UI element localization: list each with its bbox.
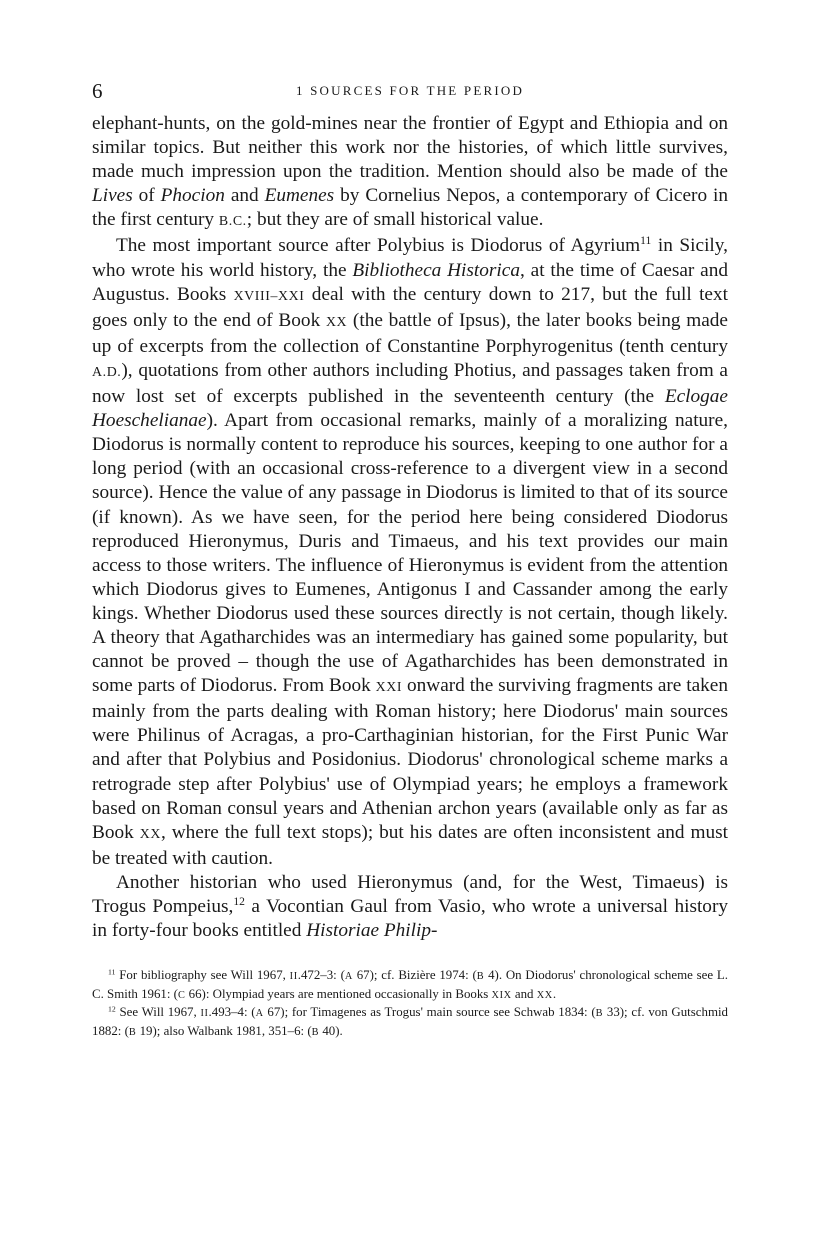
text-run: 33); cf. von Gutschmid 1882: (	[92, 1005, 728, 1038]
text-run: .472–3: (	[297, 968, 345, 983]
text-run: elephant-hunts, on the gold-mines near the frontier of Egypt and Ethiopia and on similar topics. But neither this work nor the histories, of which little survives, made much impression upon the tradition. Mention should also be made of the	[92, 113, 728, 183]
text-run: 40).	[319, 1023, 343, 1038]
text-run: , where the full text stops); but his dates are often inconsistent and must be treated with caution.	[92, 821, 728, 869]
text-run: , at the time of Caesar and Augustus. Books	[92, 259, 728, 305]
text-run: See Will 1967,	[115, 1005, 201, 1020]
text-run: ; but they are of small historical value.	[246, 209, 544, 231]
text-run: by Cornelius Nepos, a contemporary of Cicero in the first century	[92, 185, 729, 231]
small-caps-book-number: XX	[139, 826, 161, 842]
text-run: 67); cf. Bizière 1974: (	[352, 968, 477, 983]
small-caps-book-number: XIX	[491, 989, 512, 1001]
small-caps-section: B	[311, 1026, 320, 1038]
italic-title-eumenes: Eumenes	[264, 185, 335, 207]
italic-title-bibliotheca: Bibliotheca Historica	[352, 259, 520, 281]
page-number: 6	[92, 79, 103, 103]
text-run: 67); for Timagenes as Trogus' main source see Schwab 1834: (	[263, 1005, 596, 1020]
footnote-ref-12[interactable]: 12	[233, 895, 245, 909]
small-caps-books: XVIII–XXI	[233, 288, 305, 304]
small-caps-section: A	[255, 1008, 264, 1020]
text-run: (the battle of Ipsus), the later books being made up of excerpts from the collection of Constantine Porphyrogenitus (tenth century	[92, 309, 728, 357]
body-text	[92, 112, 728, 943]
small-caps-section: A	[344, 971, 353, 983]
text-run: 66): Olympiad years are mentioned occasionally in Books	[185, 986, 492, 1001]
text-run: in Sicily, who wrote his world history, the	[92, 235, 728, 281]
footnote-11	[92, 967, 728, 1004]
text-run: deal with the century down to 217, but the full text goes only to the end of Book	[92, 283, 728, 331]
text-run: 19); also Walbank 1981, 351–6: (	[136, 1023, 312, 1038]
text-run: For bibliography see Will 1967,	[115, 968, 290, 983]
text-run: onward the surviving fragments are taken mainly from the parts dealing with Roman history; here Diodorus' main sources were Philinus of Acragas, a pro-Carthaginian historian, for the First Punic War and after that Polybius and Posidonius. Diodorus' chronological scheme marks a retrograde step after Polybius' use of Olympiad years; he employs a framework based on Roman consul years and Athenian archon years (available only as far as Book	[92, 675, 728, 843]
italic-title-phocion: Phocion	[160, 185, 225, 207]
book-page	[92, 78, 728, 1042]
text-run: 4). On Diodorus' chronological scheme see L. C. Smith 1961: (	[92, 968, 728, 1001]
text-run: .	[552, 986, 557, 1001]
small-caps-book-number: XX	[325, 314, 348, 330]
paragraph-2	[92, 234, 728, 870]
small-caps-era: A.D.	[92, 364, 122, 380]
running-head	[92, 78, 728, 104]
small-caps-volume: II	[289, 971, 298, 983]
small-caps-book-number: XXI	[375, 680, 403, 696]
small-caps-section: C	[177, 989, 186, 1001]
footnote-number: 11	[108, 967, 116, 977]
text-run: .493–4: (	[208, 1005, 256, 1020]
small-caps-volume: II	[200, 1008, 209, 1020]
small-caps-section: B	[128, 1026, 137, 1038]
footnote-number: 12	[108, 1004, 116, 1014]
text-run: ), quotations from other authors including Photius, and passages taken from a now lost set of excerpts published in the seventeenth century (the	[92, 359, 728, 408]
running-head-title: 1 SOURCES FOR THE PERIOD	[295, 83, 525, 98]
paragraph-1	[92, 112, 728, 234]
small-caps-book-number: XX	[536, 989, 553, 1001]
small-caps-section: B	[476, 971, 485, 983]
footnote-ref-11[interactable]: 11	[640, 234, 652, 248]
text-run: The most important source after Polybius is Diodorus of Agyrium	[116, 235, 641, 257]
footnotes	[92, 967, 728, 1041]
text-run: Another historian who used Hieronymus (and, for the West, Timaeus) is Trogus Pompeius,	[92, 871, 728, 917]
text-run: of	[132, 185, 161, 207]
small-caps-section: B	[595, 1008, 604, 1020]
small-caps-era: B.C.	[218, 214, 247, 230]
text-run: a Vocontian Gaul from Vasio, who wrote a universal history in forty-four books entitled	[92, 896, 729, 942]
text-run: and	[224, 185, 265, 207]
footnote-12	[92, 1004, 728, 1041]
text-run: ). Apart from occasional remarks, mainly of a moralizing nature, Diodorus is normally content to reproduce his sources, keeping to one author for a long period (with an occasional cross-reference to a divergent view in a second source). Hence the value of any passage in Diodorus is limited to that of its source (if known). As we have seen, for the period here being considered Diodorus reproduced Hieronymus, Duris and Timaeus, and his text provides our main access to those writers. The influence of Hieronymus is evident from the attention which Diodorus gives to Eumenes, Antigonus I and Cassander among the early kings. Whether Diodorus used these sources directly is not certain, though likely. A theory that Agatharchides was an intermediary has gained some popularity, but cannot be proved – though the use of Agatharchides has been demonstrated in some parts of Diodorus. From Book	[92, 410, 728, 697]
italic-title-historiae: Historiae Philip-	[306, 920, 438, 942]
text-run: and	[511, 986, 537, 1001]
italic-title-lives: Lives	[92, 185, 133, 207]
paragraph-3	[92, 871, 728, 943]
italic-title-eclogae: Eclogae Hoeschelianae	[92, 386, 728, 432]
